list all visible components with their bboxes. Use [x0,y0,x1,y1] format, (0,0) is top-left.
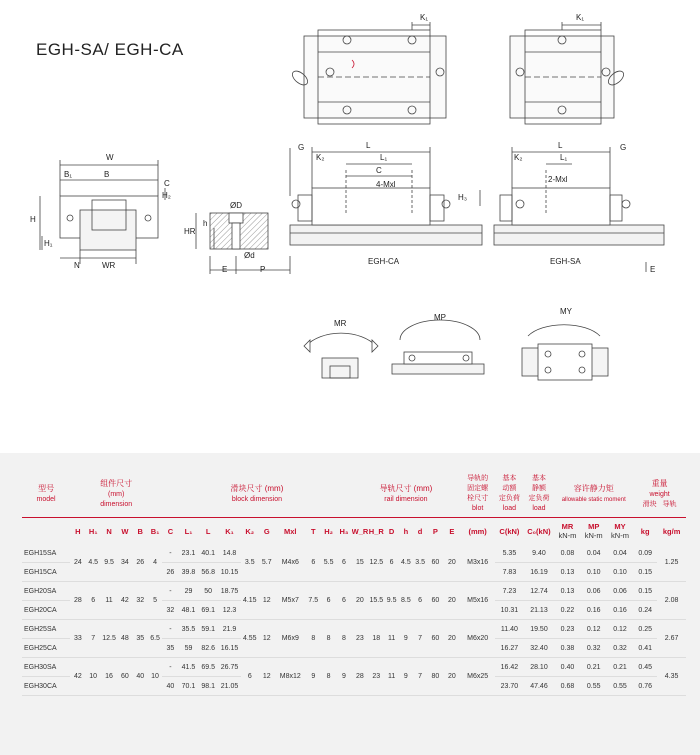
label-egh-ca: EGH-CA [368,257,400,266]
label-k2-sa: K₂ [514,153,523,162]
table-cell: 0.15 [633,582,657,601]
label-l-ca: L [366,141,371,150]
table-cell: 7 [86,620,101,658]
model-cell: EGH15SA [22,544,70,563]
table-cell: 0.12 [581,620,607,639]
table-cell: M5x16 [460,582,495,620]
table-cell: 20 [444,544,460,582]
sub-header-cell: K₂ [245,526,255,536]
sub-header-cell: K₁ [225,526,234,536]
hdr-rail-w: 导轨 [662,500,677,508]
table-cell: 7 [413,658,427,696]
table-cell: 0.21 [581,658,607,677]
model-cell: EGH20CA [22,601,70,620]
table-cell: 21.13 [524,601,555,620]
table-row [22,658,686,677]
label-e-left: E [222,265,228,274]
table-cell: 32 [162,601,178,620]
table-cell: 0.06 [581,582,607,601]
table-cell: 0.10 [607,563,633,582]
model-cell: EGH15CA [22,563,70,582]
table-cell: 70.1 [179,677,199,696]
table-cell: 12 [259,620,275,658]
table-cell: 34 [117,544,132,582]
table-cell: 50 [198,582,218,601]
label-od: ØD [230,201,242,210]
label-k1-ca: K₁ [420,13,429,22]
hdr-dyn-en: load [502,505,517,512]
rail-section [196,213,290,274]
label-h3: H₃ [458,193,468,202]
table-cell: 6 [306,544,321,582]
sub-header-cell: C(kN) [499,526,520,536]
table-cell: 4.5 [399,544,413,582]
table-cell: 9.40 [524,544,555,563]
table-cell: 0.06 [607,582,633,601]
hdr-stat-cn2: 静额 [531,485,546,492]
label-egh-sa: EGH-SA [550,257,581,266]
label-b: B [104,170,110,179]
label-od-small: Ød [244,251,255,260]
hdr-stat-cn3: 定负荷 [528,495,550,502]
hdr-moment-cn: 容许静力矩 [573,483,614,493]
hdr-bolt-cn3: 栓尺寸 [467,495,489,502]
table-cell: 48 [117,620,132,658]
table-cell: M6x25 [460,658,495,696]
table-cell: 18.75 [218,582,241,601]
moment-my-diagram [522,325,608,380]
table-cell: - [162,658,178,677]
table-cell: 69.1 [198,601,218,620]
table-cell: 35 [133,620,148,658]
sub-header-cell: H₃ [339,526,349,536]
table-cell: 23.70 [495,677,523,696]
table-cell: 23.1 [179,544,199,563]
table-cell: - [162,544,178,563]
hdr-bolt-en: blot [472,505,484,512]
table-cell: 16.15 [218,639,241,658]
table-cell: 12 [259,658,275,696]
table-cell: 14.8 [218,544,241,563]
table-cell: 35 [162,639,178,658]
hdr-block-cn: 滑块尺寸 (mm) [230,483,284,493]
table-cell: 20 [352,582,368,620]
spec-table-panel [0,453,700,755]
table-cell: 7.5 [306,582,321,620]
table-cell: 40 [162,677,178,696]
table-cell: 39.8 [179,563,199,582]
table-cell: 59 [179,639,199,658]
table-cell: 4.35 [657,658,686,696]
table-cell: 0.16 [607,601,633,620]
table-cell: 1.25 [657,544,686,582]
sub-header-cell: B₁ [150,526,160,536]
table-cell: 21.05 [218,677,241,696]
table-cell: 42 [70,658,85,696]
label-h-small: h [203,219,208,228]
label-wr: WR [102,261,116,270]
table-cell: 60 [427,544,443,582]
table-cell: 26 [162,563,178,582]
table-cell: 0.24 [633,601,657,620]
table-cell: 23 [368,658,384,696]
sub-header-cell: H [75,526,81,536]
hdr-block-w: 滑块 [642,500,657,508]
table-cell: 12.5 [101,620,117,658]
table-cell: 59.1 [198,620,218,639]
label-mr: MR [334,319,347,328]
sub-header-blank [22,518,70,545]
table-cell: 56.8 [198,563,218,582]
table-cell: M4x6 [275,544,306,582]
table-cell: 9 [336,658,351,696]
table-cell: 4.5 [86,544,101,582]
hdr-model-cn: 型号 [38,483,55,493]
sub-header-cell: H₁ [88,526,98,536]
hdr-model-en: model [36,495,56,503]
table-cell: 0.15 [633,563,657,582]
table-cell: 8 [336,620,351,658]
moment-mr-diagram [304,333,378,378]
table-row [22,544,686,563]
table-cell: 15.5 [368,582,384,620]
model-cell: EGH25CA [22,639,70,658]
hdr-assembly-en: dimension [100,500,133,508]
table-cell: 0.04 [581,544,607,563]
sub-header-cell: MP kN-m [584,522,603,540]
label-hr: HR [184,227,196,236]
table-cell: 0.25 [633,620,657,639]
label-k1-sa: K₁ [576,13,585,22]
table-cell: 0.16 [581,601,607,620]
table-cell: 6.5 [148,620,162,658]
table-cell: 0.08 [554,544,580,563]
table-cell: 0.38 [554,639,580,658]
sub-header-cell: B [137,526,143,536]
sub-header-cell: N [106,526,112,536]
table-cell: 40 [133,658,148,696]
table-cell: 60 [427,620,443,658]
label-g-ca: G [298,143,305,152]
hdr-stat-cn1: 基本 [531,475,546,482]
table-cell: 12.5 [368,544,384,582]
sub-header-cell: W [121,526,129,536]
hdr-weight-cn: 重量 [651,478,668,488]
table-cell: 41.5 [179,658,199,677]
label-l1-ca: L₁ [380,153,388,162]
table-cell: 60 [117,658,132,696]
table-cell: 0.41 [633,639,657,658]
table-cell: M3x16 [460,544,495,582]
table-cell: 33 [70,620,85,658]
table-cell: 0.76 [633,677,657,696]
table-cell: 8 [321,620,336,658]
label-l-sa: L [558,141,563,150]
table-cell: - [162,582,178,601]
model-cell: EGH20SA [22,582,70,601]
table-cell: 82.6 [198,639,218,658]
table-cell: 0.21 [607,658,633,677]
label-my: MY [560,307,572,316]
moment-mp-diagram [392,320,484,374]
table-cell: 20 [444,658,460,696]
label-k2-ca: K₂ [316,153,325,162]
table-cell: - [162,620,178,639]
table-cell: 98.1 [198,677,218,696]
table-cell: 8.5 [399,582,413,620]
table-cell: 0.13 [554,563,580,582]
sub-header-cell: P [432,526,438,536]
sub-header-cell: C [167,526,174,536]
table-cell: 0.40 [554,658,580,677]
hdr-block-en: block dimension [231,495,283,503]
spec-table-body [22,544,686,696]
table-cell: 16.27 [495,639,523,658]
table-cell: 28 [352,658,368,696]
table-cell: 42 [117,582,132,620]
table-cell: 7.83 [495,563,523,582]
hdr-assembly-unit: (mm) [108,490,125,498]
table-cell: M8x12 [275,658,306,696]
table-cell: 20 [444,582,460,620]
table-cell: 6 [336,582,351,620]
table-cell: 16 [101,658,117,696]
sub-header-cell: L₁ [184,526,193,536]
table-cell: 0.12 [607,620,633,639]
hdr-stat-en: load [532,505,546,512]
table-row [22,620,686,639]
sub-header-cell: kg/m [662,526,681,536]
model-cell: EGH30CA [22,677,70,696]
table-cell: 6 [241,658,259,696]
table-cell: 5.7 [259,544,275,582]
sub-header-cell: G [263,526,270,536]
sub-header-row [22,518,686,545]
sub-header-cell: H_R [368,526,384,536]
label-w: W [106,153,114,162]
table-cell: 2.08 [657,582,686,620]
table-cell: 47.46 [524,677,555,696]
spec-table [22,471,686,696]
sub-header-cell: W_R [351,526,369,536]
table-cell: 6 [321,582,336,620]
label-g-sa: G [620,143,627,152]
table-cell: 9 [399,620,413,658]
hdr-weight-en: weight [649,490,670,498]
table-cell: 10.31 [495,601,523,620]
model-cell: EGH25SA [22,620,70,639]
table-cell: 8 [321,658,336,696]
table-cell: 6 [413,582,427,620]
table-cell: 7.23 [495,582,523,601]
table-cell: 0.55 [607,677,633,696]
page-title: EGH-SA/ EGH-CA [36,40,184,59]
table-cell: 4.15 [241,582,259,620]
table-cell: 19.50 [524,620,555,639]
table-cell: 9 [306,658,321,696]
sub-header-cell: C₀(kN) [527,526,551,536]
table-cell: 32.40 [524,639,555,658]
table-cell: 23 [352,620,368,658]
hdr-dyn-cn1: 基本 [502,475,517,482]
table-cell: 9.5 [385,582,399,620]
table-cell: 80 [427,658,443,696]
table-cell: 26.75 [218,658,241,677]
table-cell: 0.09 [633,544,657,563]
sub-header-cell: H₂ [324,526,333,536]
label-mp: MP [434,313,446,322]
table-cell: 12.74 [524,582,555,601]
table-cell: 5.5 [321,544,336,582]
sub-header-cell: h [403,526,409,536]
label-h2: H₂ [162,191,171,200]
label-e-right: E [650,265,656,274]
label-h1: H₁ [44,239,53,248]
table-cell: 0.23 [554,620,580,639]
table-cell: 12 [259,582,275,620]
label-b1: B₁ [64,170,73,179]
top-view-ca [304,22,446,124]
table-cell: 9.5 [101,544,117,582]
table-cell: 21.9 [218,620,241,639]
table-cell: 26 [133,544,148,582]
sub-header-cell: T [310,526,316,536]
table-cell: 10 [148,658,162,696]
table-cell: 11 [385,658,399,696]
sub-header-cell: kg [640,526,650,536]
table-row [22,582,686,601]
table-cell: 0.68 [554,677,580,696]
sub-header-cell: MY kN-m [611,522,629,540]
hdr-dyn-cn3: 定负荷 [498,495,520,502]
table-cell: 4.55 [241,620,259,658]
table-cell: 48.1 [179,601,199,620]
label-n: N [74,261,80,270]
label-l1-sa: L₁ [560,153,568,162]
table-cell: 40.1 [198,544,218,563]
table-cell: 0.13 [554,582,580,601]
table-cell: 0.04 [607,544,633,563]
table-cell: 10.15 [218,563,241,582]
hdr-bolt-cn1: 导轨的 [467,475,489,482]
table-cell: 28.10 [524,658,555,677]
table-cell: 15 [352,544,368,582]
hdr-assembly-cn: 组件尺寸 [100,478,133,488]
table-cell: 0.55 [581,677,607,696]
label-h: H [30,215,36,224]
table-cell: 0.32 [581,639,607,658]
table-cell: 32 [133,582,148,620]
sub-header-cell: (mm) [468,526,487,536]
table-cell: 11 [385,620,399,658]
label-2mxl: 2-Mxl [548,175,568,184]
table-cell: 3.5 [241,544,259,582]
table-cell: 11 [101,582,117,620]
sub-header-cell: E [449,526,455,536]
table-cell: 8 [306,620,321,658]
side-view-sa [494,147,664,272]
table-cell: 60 [427,582,443,620]
table-cell: M6x9 [275,620,306,658]
table-cell: 11.40 [495,620,523,639]
table-cell: 5 [148,582,162,620]
table-cell: 69.5 [198,658,218,677]
table-cell: 0.10 [581,563,607,582]
table-cell: 35.5 [179,620,199,639]
table-cell: 9 [399,658,413,696]
top-view-sa [510,22,626,124]
table-cell: 16.19 [524,563,555,582]
table-cell: 24 [70,544,85,582]
table-cell: 6 [86,582,101,620]
table-cell: 10 [86,658,101,696]
sub-header-cell: L [205,526,211,536]
hdr-rail-en: rail dimension [384,495,428,503]
table-cell: 0.22 [554,601,580,620]
table-cell: 20 [444,620,460,658]
label-4mxl: 4-Mxl [376,180,396,189]
hdr-dyn-cn2: 动额 [502,485,517,492]
table-cell: M5x7 [275,582,306,620]
table-cell: 0.45 [633,658,657,677]
sub-header-cell: d [417,526,423,536]
hdr-rail-cn: 导轨尺寸 (mm) [379,483,433,493]
table-cell: 4 [148,544,162,582]
table-cell: 7 [413,620,427,658]
hdr-moment-en: allowable static moment [561,496,626,503]
table-cell: 3.5 [413,544,427,582]
label-p: P [260,265,266,274]
sub-header-cell: D [388,526,395,536]
end-view [40,160,165,264]
table-cell: 2.67 [657,620,686,658]
model-cell: EGH30SA [22,658,70,677]
table-cell: 12.3 [218,601,241,620]
table-cell: 16.42 [495,658,523,677]
table-cell: 6 [385,544,399,582]
table-cell: 29 [179,582,199,601]
table-cell: 5.35 [495,544,523,563]
label-c: C [164,179,170,188]
label-c-ca: C [376,166,382,175]
sub-header-cell: Mxl [284,526,297,536]
hdr-bolt-cn2: 固定螺 [467,485,489,492]
table-cell: 18 [368,620,384,658]
table-cell: 6 [336,544,351,582]
table-cell: 28 [70,582,85,620]
sub-header-cell: MR kN-m [558,522,577,540]
table-cell: M6x20 [460,620,495,658]
table-cell: 0.32 [607,639,633,658]
